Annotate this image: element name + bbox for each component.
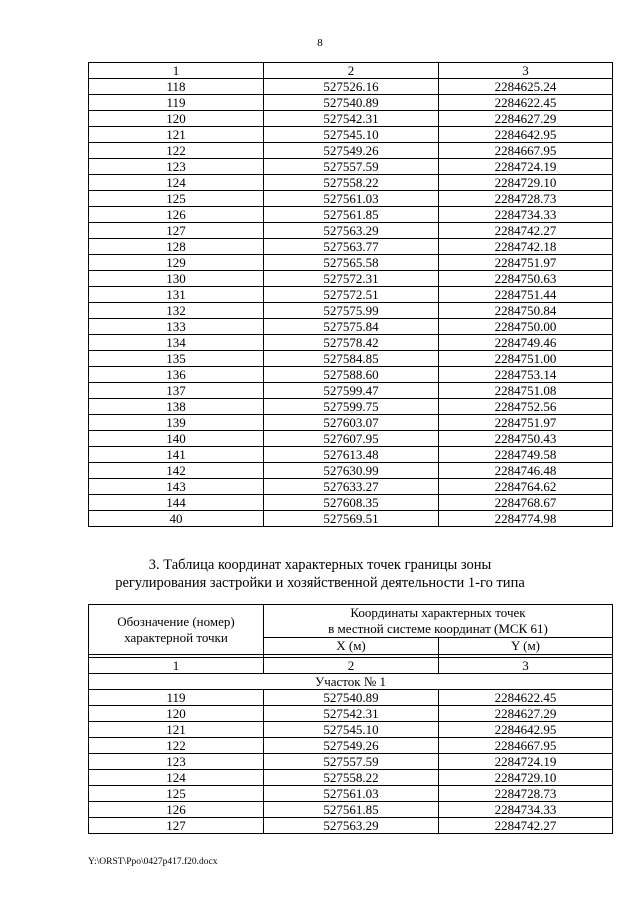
point-number: 137 xyxy=(89,383,264,399)
table-row xyxy=(89,95,613,111)
table-row xyxy=(89,383,613,399)
x-coordinate: 527599.47 xyxy=(264,383,439,399)
point-number: 121 xyxy=(89,127,264,143)
x-coordinate: 527633.27 xyxy=(264,479,439,495)
table-column-numbers xyxy=(89,63,613,79)
column-number-3: 3 xyxy=(439,63,613,79)
y-coordinate: 2284728.73 xyxy=(439,786,613,802)
x-coordinate: 527603.07 xyxy=(264,415,439,431)
x-coordinate: 527584.85 xyxy=(264,351,439,367)
point-number: 120 xyxy=(89,706,264,722)
y-coordinate: 2284724.19 xyxy=(439,159,613,175)
y-coordinate: 2284774.98 xyxy=(439,511,613,527)
table-row xyxy=(89,191,613,207)
y-coordinate: 2284764.62 xyxy=(439,479,613,495)
table-row xyxy=(89,770,613,786)
section-title xyxy=(0,556,640,592)
table-row xyxy=(89,706,613,722)
point-number: 120 xyxy=(89,111,264,127)
table-header-row xyxy=(89,605,613,638)
y-coordinate: 2284742.27 xyxy=(439,223,613,239)
table-row xyxy=(89,431,613,447)
table-row xyxy=(89,690,613,706)
point-number: 131 xyxy=(89,287,264,303)
table-row xyxy=(89,223,613,239)
x-coordinate: 527549.26 xyxy=(264,738,439,754)
point-number: 141 xyxy=(89,447,264,463)
table-row xyxy=(89,207,613,223)
table-row xyxy=(89,818,613,834)
x-coordinate: 527599.75 xyxy=(264,399,439,415)
y-coordinate: 2284734.33 xyxy=(439,802,613,818)
table-row xyxy=(89,143,613,159)
coordinates-table-continued xyxy=(88,62,613,527)
header-y: Y (м) xyxy=(439,638,613,655)
column-number-3: 3 xyxy=(439,658,613,674)
x-coordinate: 527572.31 xyxy=(264,271,439,287)
point-number: 123 xyxy=(89,754,264,770)
y-coordinate: 2284750.63 xyxy=(439,271,613,287)
table-row xyxy=(89,447,613,463)
x-coordinate: 527561.03 xyxy=(264,191,439,207)
x-coordinate: 527575.99 xyxy=(264,303,439,319)
column-number-1: 1 xyxy=(89,63,264,79)
table-row xyxy=(89,802,613,818)
column-number-2: 2 xyxy=(264,658,439,674)
x-coordinate: 527565.58 xyxy=(264,255,439,271)
y-coordinate: 2284627.29 xyxy=(439,111,613,127)
point-number: 123 xyxy=(89,159,264,175)
y-coordinate: 2284728.73 xyxy=(439,191,613,207)
table-row xyxy=(89,415,613,431)
point-number: 126 xyxy=(89,802,264,818)
x-coordinate: 527557.59 xyxy=(264,754,439,770)
x-coordinate: 527542.31 xyxy=(264,706,439,722)
page-number: 8 xyxy=(317,37,323,49)
point-number: 138 xyxy=(89,399,264,415)
header-point-text: Обозначение (номер) характерной точки xyxy=(117,613,235,645)
section-label: Участок № 1 xyxy=(89,674,613,690)
x-coordinate: 527540.89 xyxy=(264,690,439,706)
x-coordinate: 527540.89 xyxy=(264,95,439,111)
table-row xyxy=(89,175,613,191)
x-coordinate: 527561.03 xyxy=(264,786,439,802)
table-column-numbers xyxy=(89,658,613,674)
y-coordinate: 2284750.00 xyxy=(439,319,613,335)
point-number: 122 xyxy=(89,738,264,754)
point-number: 125 xyxy=(89,191,264,207)
table-row xyxy=(89,319,613,335)
header-point-designation xyxy=(89,605,264,655)
column-number-2: 2 xyxy=(264,63,439,79)
y-coordinate: 2284750.84 xyxy=(439,303,613,319)
x-coordinate: 527563.29 xyxy=(264,818,439,834)
x-coordinate: 527557.59 xyxy=(264,159,439,175)
x-coordinate: 527588.60 xyxy=(264,367,439,383)
x-coordinate: 527526.16 xyxy=(264,79,439,95)
table-row xyxy=(89,738,613,754)
y-coordinate: 2284746.48 xyxy=(439,463,613,479)
table-row xyxy=(89,111,613,127)
y-coordinate: 2284627.29 xyxy=(439,706,613,722)
point-number: 40 xyxy=(89,511,264,527)
y-coordinate: 2284751.00 xyxy=(439,351,613,367)
x-coordinate: 527545.10 xyxy=(264,722,439,738)
point-number: 121 xyxy=(89,722,264,738)
point-number: 133 xyxy=(89,319,264,335)
header-coordinates-line-2: в местной системе координат (МСК 61) xyxy=(328,621,548,636)
table-row xyxy=(89,722,613,738)
y-coordinate: 2284751.44 xyxy=(439,287,613,303)
y-coordinate: 2284642.95 xyxy=(439,127,613,143)
point-number: 119 xyxy=(89,690,264,706)
table-row xyxy=(89,239,613,255)
table-row xyxy=(89,79,613,95)
footer-file-path: Y:\ORST\Ppo\0427p417.f20.docx xyxy=(88,857,218,867)
x-coordinate: 527630.99 xyxy=(264,463,439,479)
y-coordinate: 2284752.56 xyxy=(439,399,613,415)
table-row xyxy=(89,255,613,271)
table-row xyxy=(89,495,613,511)
y-coordinate: 2284729.10 xyxy=(439,770,613,786)
x-coordinate: 527558.22 xyxy=(264,770,439,786)
point-number: 140 xyxy=(89,431,264,447)
y-coordinate: 2284734.33 xyxy=(439,207,613,223)
point-number: 126 xyxy=(89,207,264,223)
table-row xyxy=(89,367,613,383)
point-number: 143 xyxy=(89,479,264,495)
table-row xyxy=(89,463,613,479)
point-number: 122 xyxy=(89,143,264,159)
zone-coordinates-table xyxy=(88,604,613,834)
point-number: 125 xyxy=(89,786,264,802)
point-number: 127 xyxy=(89,818,264,834)
point-number: 129 xyxy=(89,255,264,271)
table-row xyxy=(89,335,613,351)
y-coordinate: 2284667.95 xyxy=(439,738,613,754)
x-coordinate: 527561.85 xyxy=(264,802,439,818)
table-row xyxy=(89,127,613,143)
column-number-1: 1 xyxy=(89,658,264,674)
header-coordinates-line-1: Координаты характерных точек xyxy=(350,605,526,620)
table-row xyxy=(89,159,613,175)
x-coordinate: 527542.31 xyxy=(264,111,439,127)
y-coordinate: 2284751.97 xyxy=(439,255,613,271)
y-coordinate: 2284753.14 xyxy=(439,367,613,383)
y-coordinate: 2284768.67 xyxy=(439,495,613,511)
table-row xyxy=(89,271,613,287)
y-coordinate: 2284750.43 xyxy=(439,431,613,447)
table-row xyxy=(89,511,613,527)
table-row xyxy=(89,754,613,770)
y-coordinate: 2284622.45 xyxy=(439,690,613,706)
point-number: 124 xyxy=(89,770,264,786)
x-coordinate: 527549.26 xyxy=(264,143,439,159)
x-coordinate: 527613.48 xyxy=(264,447,439,463)
table-row xyxy=(89,479,613,495)
section-title-line-2: регулирования застройки и хозяйственной деятельности 1-го типа xyxy=(115,575,525,591)
table-row xyxy=(89,399,613,415)
point-number: 118 xyxy=(89,79,264,95)
x-coordinate: 527558.22 xyxy=(264,175,439,191)
table-row xyxy=(89,786,613,802)
header-x: X (м) xyxy=(264,638,439,655)
y-coordinate: 2284751.08 xyxy=(439,383,613,399)
section-label-row xyxy=(89,674,613,690)
point-number: 124 xyxy=(89,175,264,191)
point-number: 139 xyxy=(89,415,264,431)
point-number: 134 xyxy=(89,335,264,351)
y-coordinate: 2284625.24 xyxy=(439,79,613,95)
y-coordinate: 2284667.95 xyxy=(439,143,613,159)
point-number: 119 xyxy=(89,95,264,111)
table-row xyxy=(89,303,613,319)
point-number: 127 xyxy=(89,223,264,239)
y-coordinate: 2284742.18 xyxy=(439,239,613,255)
y-coordinate: 2284751.97 xyxy=(439,415,613,431)
y-coordinate: 2284724.19 xyxy=(439,754,613,770)
table-row xyxy=(89,351,613,367)
y-coordinate: 2284729.10 xyxy=(439,175,613,191)
x-coordinate: 527572.51 xyxy=(264,287,439,303)
y-coordinate: 2284749.46 xyxy=(439,335,613,351)
y-coordinate: 2284742.27 xyxy=(439,818,613,834)
x-coordinate: 527569.51 xyxy=(264,511,439,527)
point-number: 135 xyxy=(89,351,264,367)
section-title-line-1: 3. Таблица координат характерных точек границы зоны xyxy=(148,557,492,573)
x-coordinate: 527608.35 xyxy=(264,495,439,511)
header-coordinates xyxy=(264,605,613,638)
x-coordinate: 527607.95 xyxy=(264,431,439,447)
point-number: 142 xyxy=(89,463,264,479)
x-coordinate: 527545.10 xyxy=(264,127,439,143)
x-coordinate: 527563.29 xyxy=(264,223,439,239)
point-number: 128 xyxy=(89,239,264,255)
y-coordinate: 2284642.95 xyxy=(439,722,613,738)
x-coordinate: 527561.85 xyxy=(264,207,439,223)
point-number: 136 xyxy=(89,367,264,383)
point-number: 130 xyxy=(89,271,264,287)
x-coordinate: 527575.84 xyxy=(264,319,439,335)
y-coordinate: 2284622.45 xyxy=(439,95,613,111)
point-number: 132 xyxy=(89,303,264,319)
x-coordinate: 527563.77 xyxy=(264,239,439,255)
table-row xyxy=(89,287,613,303)
y-coordinate: 2284749.58 xyxy=(439,447,613,463)
point-number: 144 xyxy=(89,495,264,511)
x-coordinate: 527578.42 xyxy=(264,335,439,351)
